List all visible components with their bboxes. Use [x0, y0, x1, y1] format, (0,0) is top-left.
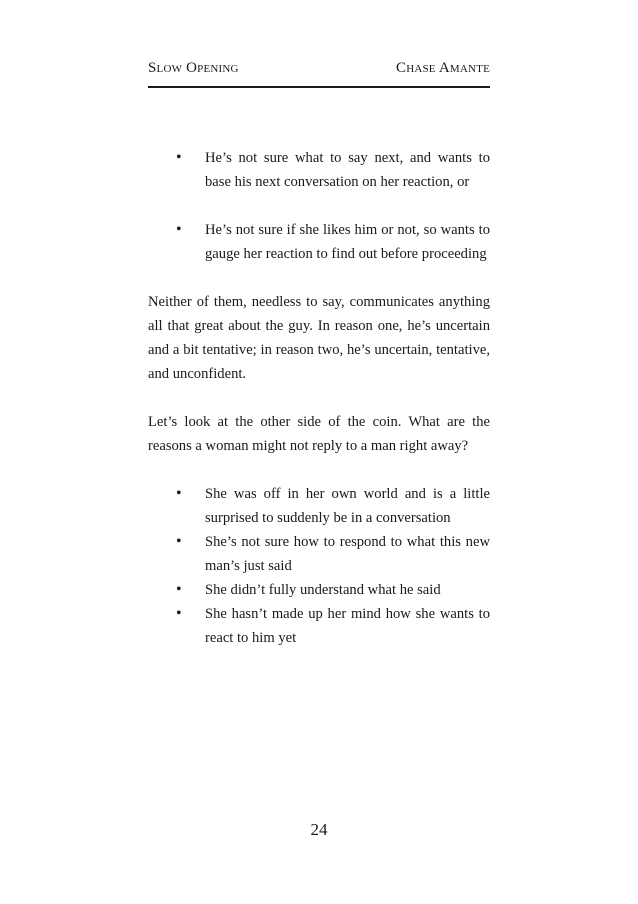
paragraph: Let’s look at the other side of the coin. What are the reasons a woman might not reply to a man right away?: [148, 414, 490, 454]
header-author: Chase Amante: [396, 60, 490, 76]
list-item: • She hasn’t made up her mind how she wants to react to him yet: [148, 602, 490, 650]
list-item: • She’s not sure how to respond to what this new man’s just said: [148, 530, 490, 578]
list-item: • She was off in her own world and is a little surprised to suddenly be in a conversation: [148, 482, 490, 530]
paragraph: Neither of them, needless to say, communicates anything all that great about the guy. In reason one, he’s uncertain and a bit tentative; in reason two, he’s uncertain, tentative, and unconfident.: [148, 294, 490, 382]
page-number: 24: [310, 820, 328, 839]
header-title: Slow Opening: [148, 60, 239, 76]
header-rule: [148, 86, 490, 88]
page-body: [148, 146, 490, 650]
list-item: • She didn’t fully understand what he said: [148, 578, 490, 602]
reason-list-woman: [148, 482, 490, 650]
list-item: • He’s not sure if she likes him or not, so wants to gauge her reaction to find out before proceeding: [148, 218, 490, 266]
list-item: • He’s not sure what to say next, and wants to base his next conversation on her reaction, or: [148, 146, 490, 194]
reason-list-man: [148, 146, 490, 266]
